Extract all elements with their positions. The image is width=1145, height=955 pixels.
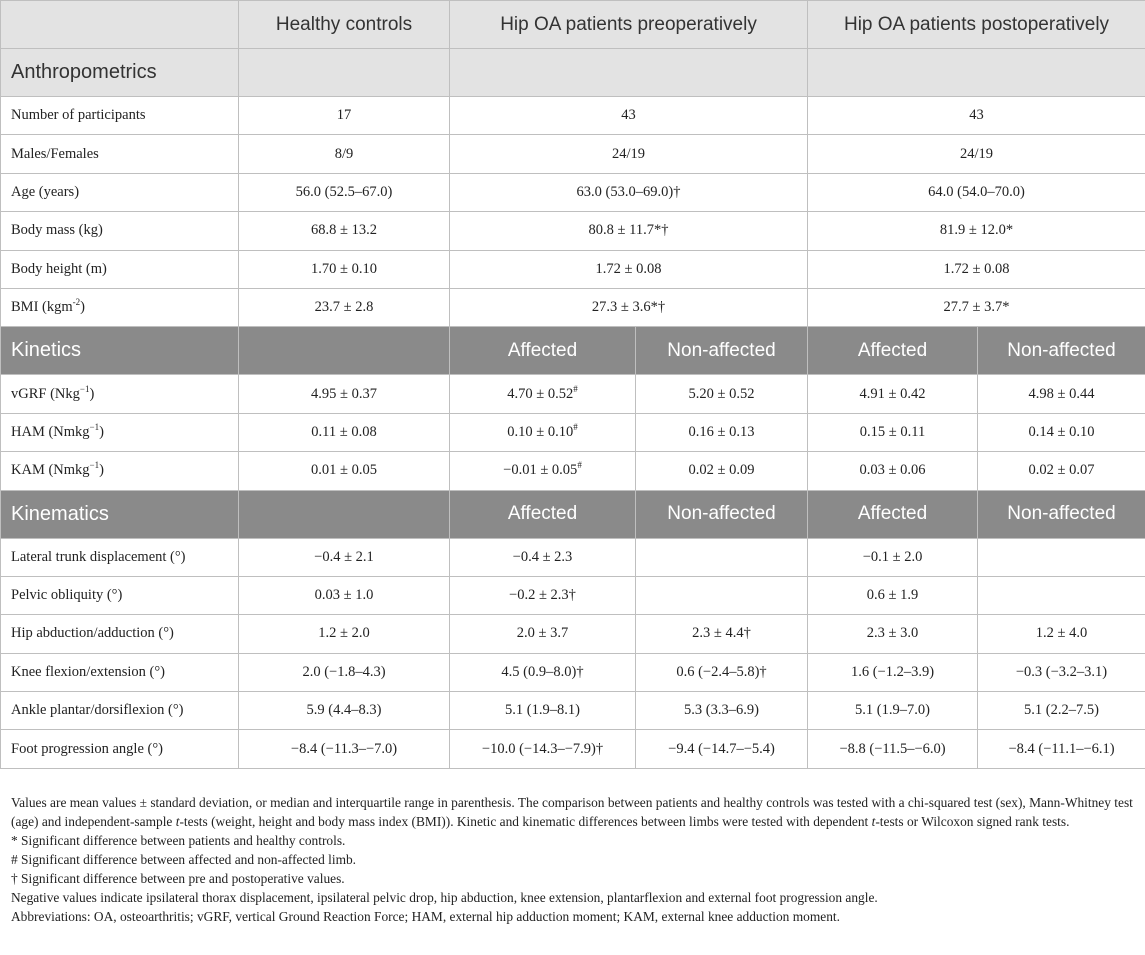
table-row	[1, 173, 1145, 211]
table-row	[1, 730, 1145, 768]
row-label: Lateral trunk displacement (°)	[1, 538, 239, 576]
cell: 43	[808, 97, 1145, 135]
cell: −0.4 ± 2.1	[239, 538, 450, 576]
cell: 0.02 ± 0.07	[978, 452, 1145, 490]
table-row	[1, 97, 1145, 135]
cell: 1.72 ± 0.08	[450, 250, 808, 288]
cell: 4.91 ± 0.42	[808, 375, 978, 413]
cell: 4.70 ± 0.52#	[450, 375, 636, 413]
row-label: Pelvic obliquity (°)	[1, 576, 239, 614]
cell: 43	[450, 97, 808, 135]
cell: 17	[239, 97, 450, 135]
table-row	[1, 288, 1145, 326]
cell: 1.70 ± 0.10	[239, 250, 450, 288]
section-title: Kinetics	[1, 327, 239, 375]
footnote-negative: Negative values indicate ipsilateral thorax displacement, ipsilateral pelvic drop, hip abduction, knee extension, plantarflexion and external foot progression angle.	[11, 890, 878, 905]
section-kinetics	[1, 327, 1145, 375]
cell	[636, 538, 808, 576]
table-row	[1, 452, 1145, 490]
cell	[978, 538, 1145, 576]
footnote-dagger: † Significant difference between pre and postoperative values.	[11, 871, 345, 886]
row-label: Males/Females	[1, 135, 239, 173]
cell: 1.6 (−1.2–3.9)	[808, 653, 978, 691]
row-label: Number of participants	[1, 97, 239, 135]
footnote-abbreviations: Abbreviations: OA, osteoarthritis; vGRF, vertical Ground Reaction Force; HAM, external hip adduction moment; KAM, external knee adduction moment.	[11, 909, 840, 924]
cell: 5.1 (1.9–8.1)	[450, 692, 636, 730]
cell: 24/19	[808, 135, 1145, 173]
table-row	[1, 615, 1145, 653]
section-anthropometrics	[1, 49, 1145, 97]
cell	[636, 576, 808, 614]
table-row	[1, 135, 1145, 173]
row-label: Body mass (kg)	[1, 212, 239, 250]
cell: 0.6 ± 1.9	[808, 576, 978, 614]
cell: 5.20 ± 0.52	[636, 375, 808, 413]
cell: 0.11 ± 0.08	[239, 413, 450, 451]
subheader-non-affected: Non-affected	[636, 327, 808, 375]
subheader-non-affected: Non-affected	[978, 490, 1145, 538]
cell: 5.3 (3.3–6.9)	[636, 692, 808, 730]
cell: 27.7 ± 3.7*	[808, 288, 1145, 326]
col-preoperative: Hip OA patients preoperatively	[450, 1, 808, 49]
cell: 23.7 ± 2.8	[239, 288, 450, 326]
subheader-affected: Affected	[450, 490, 636, 538]
table-row	[1, 375, 1145, 413]
cell: −0.01 ± 0.05#	[450, 452, 636, 490]
cell: 0.10 ± 0.10#	[450, 413, 636, 451]
table-row	[1, 413, 1145, 451]
table-row	[1, 692, 1145, 730]
table-row	[1, 653, 1145, 691]
cell: 80.8 ± 11.7*†	[450, 212, 808, 250]
cell: 64.0 (54.0–70.0)	[808, 173, 1145, 211]
row-label: Knee flexion/extension (°)	[1, 653, 239, 691]
cell: −8.8 (−11.5–−6.0)	[808, 730, 978, 768]
cell: 27.3 ± 3.6*†	[450, 288, 808, 326]
table-row	[1, 538, 1145, 576]
cell: 5.1 (1.9–7.0)	[808, 692, 978, 730]
cell: 0.14 ± 0.10	[978, 413, 1145, 451]
cell: 68.8 ± 13.2	[239, 212, 450, 250]
subheader-affected: Affected	[808, 490, 978, 538]
cell: 63.0 (53.0–69.0)†	[450, 173, 808, 211]
row-label: Body height (m)	[1, 250, 239, 288]
cell: 81.9 ± 12.0*	[808, 212, 1145, 250]
row-label: KAM (Nmkg$^{-1}$)	[1, 452, 239, 490]
footnote-hash: # Significant difference between affected and non-affected limb.	[11, 852, 357, 867]
cell: 8/9	[239, 135, 450, 173]
table-row	[1, 212, 1145, 250]
row-label: HAM (Nmkg$^{-1}$)	[1, 413, 239, 451]
cell: −10.0 (−14.3–−7.9)†	[450, 730, 636, 768]
section-kinematics	[1, 490, 1145, 538]
subheader-affected: Affected	[808, 327, 978, 375]
cell: 0.6 (−2.4–5.8)†	[636, 653, 808, 691]
table-row	[1, 250, 1145, 288]
row-label: Hip abduction/adduction (°)	[1, 615, 239, 653]
cell: 0.03 ± 0.06	[808, 452, 978, 490]
cell: 4.5 (0.9–8.0)†	[450, 653, 636, 691]
cell	[978, 576, 1145, 614]
cell: 0.15 ± 0.11	[808, 413, 978, 451]
cell: 2.3 ± 4.4†	[636, 615, 808, 653]
section-title: Kinematics	[1, 490, 239, 538]
cell: −8.4 (−11.3–−7.0)	[239, 730, 450, 768]
footnote-summary: Values are mean values ± standard deviation, or median and interquartile range in parenthesis. The comparison between patients and healthy controls was tested with a chi-squared test (sex), Mann-Whitney test (age) and independent-sample t-tests (weight, height and body mass index (BMI)). Kinetic and kinematic differences between limbs were tested with dependent t-tests or Wilcoxon signed rank tests.	[11, 795, 1133, 829]
cell: 24/19	[450, 135, 808, 173]
cell: 5.1 (2.2–7.5)	[978, 692, 1145, 730]
cell: 4.98 ± 0.44	[978, 375, 1145, 413]
row-label: vGRF (Nkg$^{-1}$)	[1, 375, 239, 413]
cell: 5.9 (4.4–8.3)	[239, 692, 450, 730]
cell: 1.2 ± 2.0	[239, 615, 450, 653]
corner-cell	[1, 1, 239, 49]
row-label: Age (years)	[1, 173, 239, 211]
subheader-affected: Affected	[450, 327, 636, 375]
col-healthy-controls: Healthy controls	[239, 1, 450, 49]
cell: −9.4 (−14.7–−5.4)	[636, 730, 808, 768]
table-row	[1, 576, 1145, 614]
cell: 0.03 ± 1.0	[239, 576, 450, 614]
cell: 0.16 ± 0.13	[636, 413, 808, 451]
cell: −8.4 (−11.1–−6.1)	[978, 730, 1145, 768]
cell: 2.0 (−1.8–4.3)	[239, 653, 450, 691]
cell: −0.3 (−3.2–3.1)	[978, 653, 1145, 691]
cell: −0.4 ± 2.3	[450, 538, 636, 576]
cell: 1.72 ± 0.08	[808, 250, 1145, 288]
cell: −0.1 ± 2.0	[808, 538, 978, 576]
col-postoperative: Hip OA patients postoperatively	[808, 1, 1145, 49]
cell: 0.01 ± 0.05	[239, 452, 450, 490]
footnote-star: * Significant difference between patients and healthy controls.	[11, 833, 346, 848]
row-label: Foot progression angle (°)	[1, 730, 239, 768]
cell: 1.2 ± 4.0	[978, 615, 1145, 653]
row-label: Ankle plantar/dorsiflexion (°)	[1, 692, 239, 730]
subheader-non-affected: Non-affected	[978, 327, 1145, 375]
table-footnotes	[11, 793, 1136, 926]
section-title: Anthropometrics	[1, 49, 239, 97]
subheader-non-affected: Non-affected	[636, 490, 808, 538]
cell: 56.0 (52.5–67.0)	[239, 173, 450, 211]
cell: 2.0 ± 3.7	[450, 615, 636, 653]
group-header-row	[1, 1, 1145, 49]
row-label: BMI (kgm$^{-2}$)	[1, 288, 239, 326]
cell: 2.3 ± 3.0	[808, 615, 978, 653]
cell: 4.95 ± 0.37	[239, 375, 450, 413]
cell: −0.2 ± 2.3†	[450, 576, 636, 614]
cell: 0.02 ± 0.09	[636, 452, 808, 490]
